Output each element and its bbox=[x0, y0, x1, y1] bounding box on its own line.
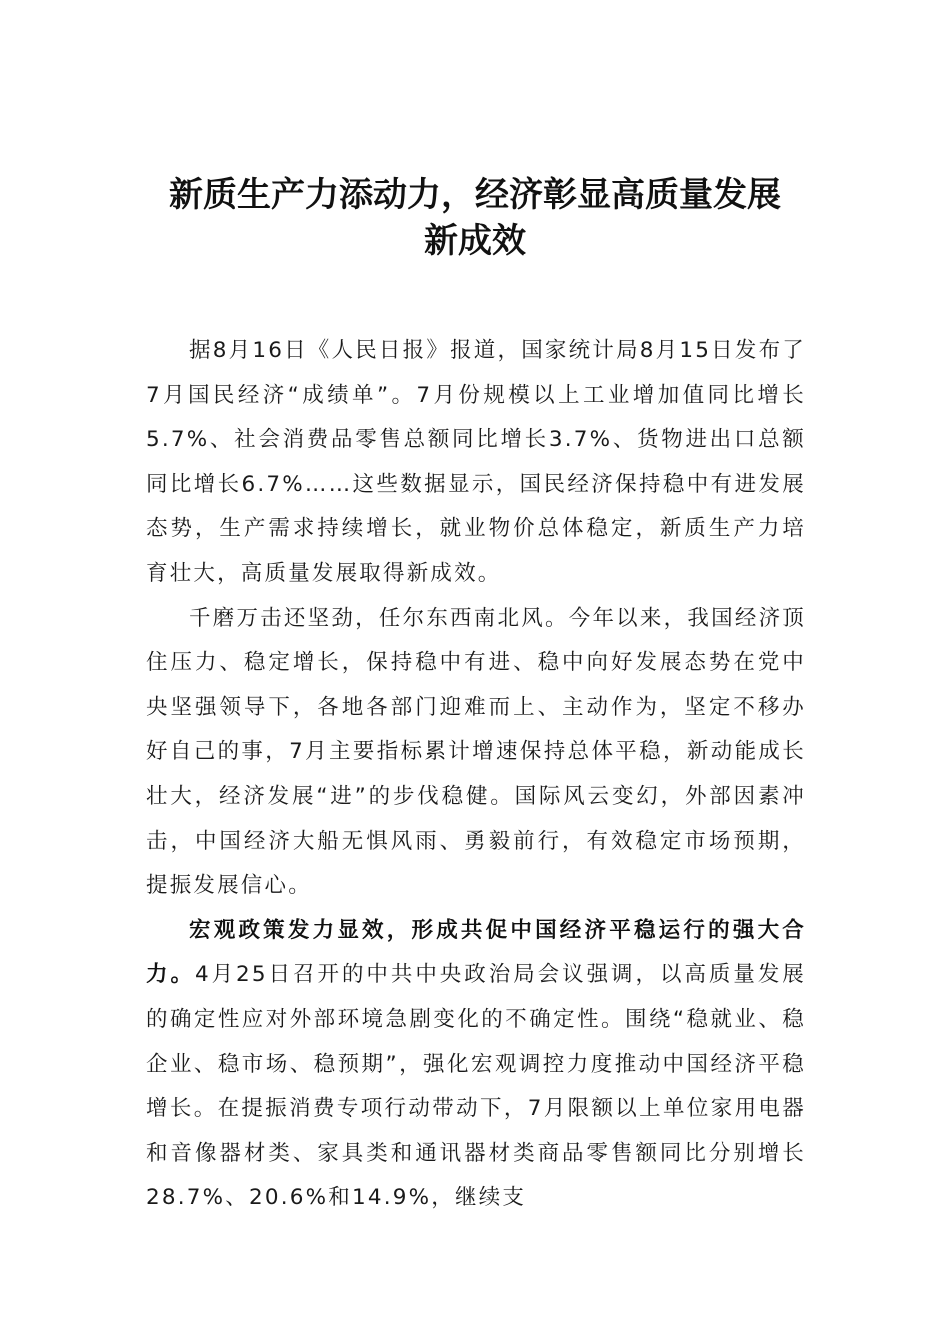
document-body bbox=[146, 329, 806, 1221]
document-title bbox=[140, 172, 810, 264]
paragraph-text: 据8月16日《人民日报》报道，国家统计局8月15日发布了7月国民经济“成绩单”。7月份规模以上工业增加值同比增长5.7%、社会消费品零售总额同比增长3.7%、货物进出口总额同比增长6.7%……这些数据显示，国民经济保持稳中有进发展态势，生产需求持续增长，就业物价总体稳定，新质生产力培育壮大，高质量发展取得新成效。 bbox=[146, 338, 806, 586]
paragraph-bold-lead: 宏观政策发力显效，形成共促中国经济平稳运行的强大合力。 bbox=[146, 917, 806, 988]
paragraph-1 bbox=[146, 329, 806, 597]
title-line-1: 新质生产力添动力，经济彰显高质量发展 bbox=[169, 175, 781, 215]
paragraph-text: 4月25日召开的中共中央政治局会议强调，以高质量发展的确定性应对外部环境急剧变化的不确定性。围绕“稳就业、稳企业、稳市场、稳预期”，强化宏观调控力度推动中国经济平稳增长。在提振消费专项行动带动下，7月限额以上单位家用电器和音像器材类、家具类和通讯器材类商品零售额同比分别增长28.7%、20.6%和14.9%，继续支 bbox=[146, 962, 806, 1211]
paragraph-text: 千磨万击还坚劲，任尔东西南北风。今年以来，我国经济顶住压力、稳定增长，保持稳中有进、稳中向好发展态势在党中央坚强领导下，各地各部门迎难而上、主动作为，坚定不移办好自己的事，7月主要指标累计增速保持总体平稳，新动能成长壮大，经济发展“进”的步伐稳健。国际风云变幻，外部因素冲击，中国经济大船无惧风雨、勇毅前行，有效稳定市场预期，提振发展信心。 bbox=[146, 605, 806, 899]
paragraph-3 bbox=[146, 909, 806, 1221]
paragraph-2 bbox=[146, 597, 806, 909]
title-line-2: 新成效 bbox=[424, 221, 526, 261]
